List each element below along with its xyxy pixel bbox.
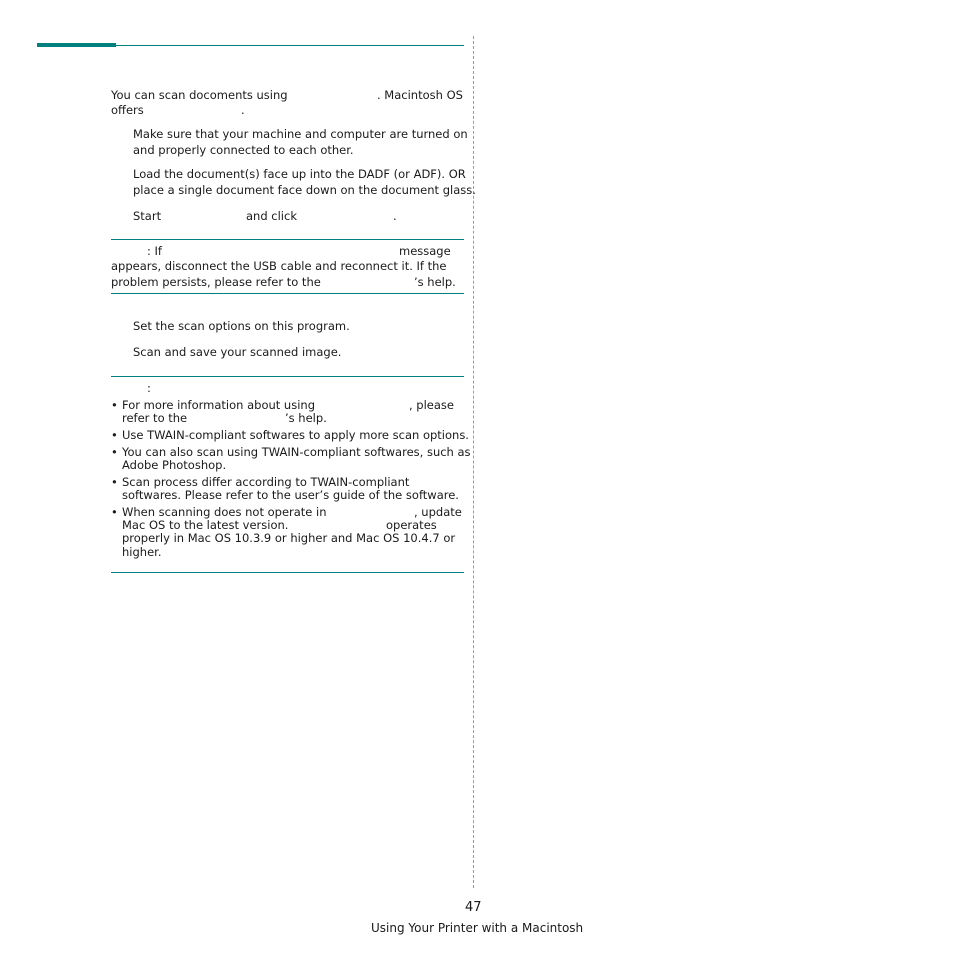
step-5: Scan and save your scanned image. (133, 345, 342, 359)
note2-b4-line2: softwares. Please refer to the user’s guide of the software. (122, 488, 459, 502)
note1-bottom-rule (111, 293, 464, 294)
note2-bullet-2: • (111, 428, 118, 442)
note1-line3-a: problem persists, please refer to the (111, 275, 321, 289)
step-1-line1: Make sure that your machine and computer are turned on (133, 127, 468, 141)
note2-bottom-rule (111, 572, 464, 573)
step-2-line2: place a single document face down on the document glass. (133, 183, 476, 197)
step-3-a: Start (133, 209, 162, 223)
note1-line1-a: : If (147, 244, 162, 258)
column-divider (473, 36, 474, 888)
note1-line1-b: message (399, 244, 451, 258)
note2-bullet-4: • (111, 475, 118, 489)
note2-b5-line4: higher. (122, 545, 162, 559)
note2-b4-line1: Scan process differ according to TWAIN-compliant (122, 475, 410, 489)
step-3-c: . (393, 209, 397, 223)
intro-line1-b: . Macintosh OS (377, 88, 463, 102)
note2-b3-line1: You can also scan using TWAIN-compliant softwares, such as (122, 445, 471, 459)
page-number: 47 (465, 900, 482, 915)
note2-b5-line1-a: When scanning does not operate in (122, 505, 327, 519)
note2-b3-line2: Adobe Photoshop. (122, 458, 227, 472)
note2-colon: : (147, 381, 151, 395)
note2-bullet-5: • (111, 505, 118, 519)
step-1-line2: and properly connected to each other. (133, 143, 354, 157)
step-4: Set the scan options on this program. (133, 319, 350, 333)
note2-b5-line2-b: operates (386, 518, 437, 532)
note2-b1-line2-a: refer to the (122, 411, 188, 425)
note1-line2: appears, disconnect the USB cable and reconnect it. If the (111, 259, 447, 273)
intro-line2-b: . (241, 103, 245, 117)
step-3-b: and click (246, 209, 297, 223)
note2-b5-line2-a: Mac OS to the latest version. (122, 518, 289, 532)
note1-line3-b: ’s help. (414, 275, 456, 289)
note1-top-rule (111, 239, 464, 240)
note2-b5-line1-b: , update (414, 505, 462, 519)
note2-b1-line1-b: , please (409, 398, 454, 412)
header-rule (116, 45, 464, 46)
note2-b1-line2-b: ’s help. (285, 411, 327, 425)
note2-b5-line3: properly in Mac OS 10.3.9 or higher and Mac OS 10.4.7 or (122, 531, 456, 545)
intro-line1-a: You can scan docoments using (111, 88, 288, 102)
chapter-title: Using Your Printer with a Macintosh (371, 921, 584, 935)
step-2-line1: Load the document(s) face up into the DADF (or ADF). OR (133, 167, 466, 181)
note2-top-rule (111, 376, 464, 377)
note2-bullet-3: • (111, 445, 118, 459)
intro-line2-a: offers (111, 103, 144, 117)
note2-b1-line1-a: For more information about using (122, 398, 315, 412)
note2-bullet-1: • (111, 398, 118, 412)
note2-b2: Use TWAIN-compliant softwares to apply more scan options. (122, 428, 469, 442)
header-accent-bar (37, 43, 116, 47)
